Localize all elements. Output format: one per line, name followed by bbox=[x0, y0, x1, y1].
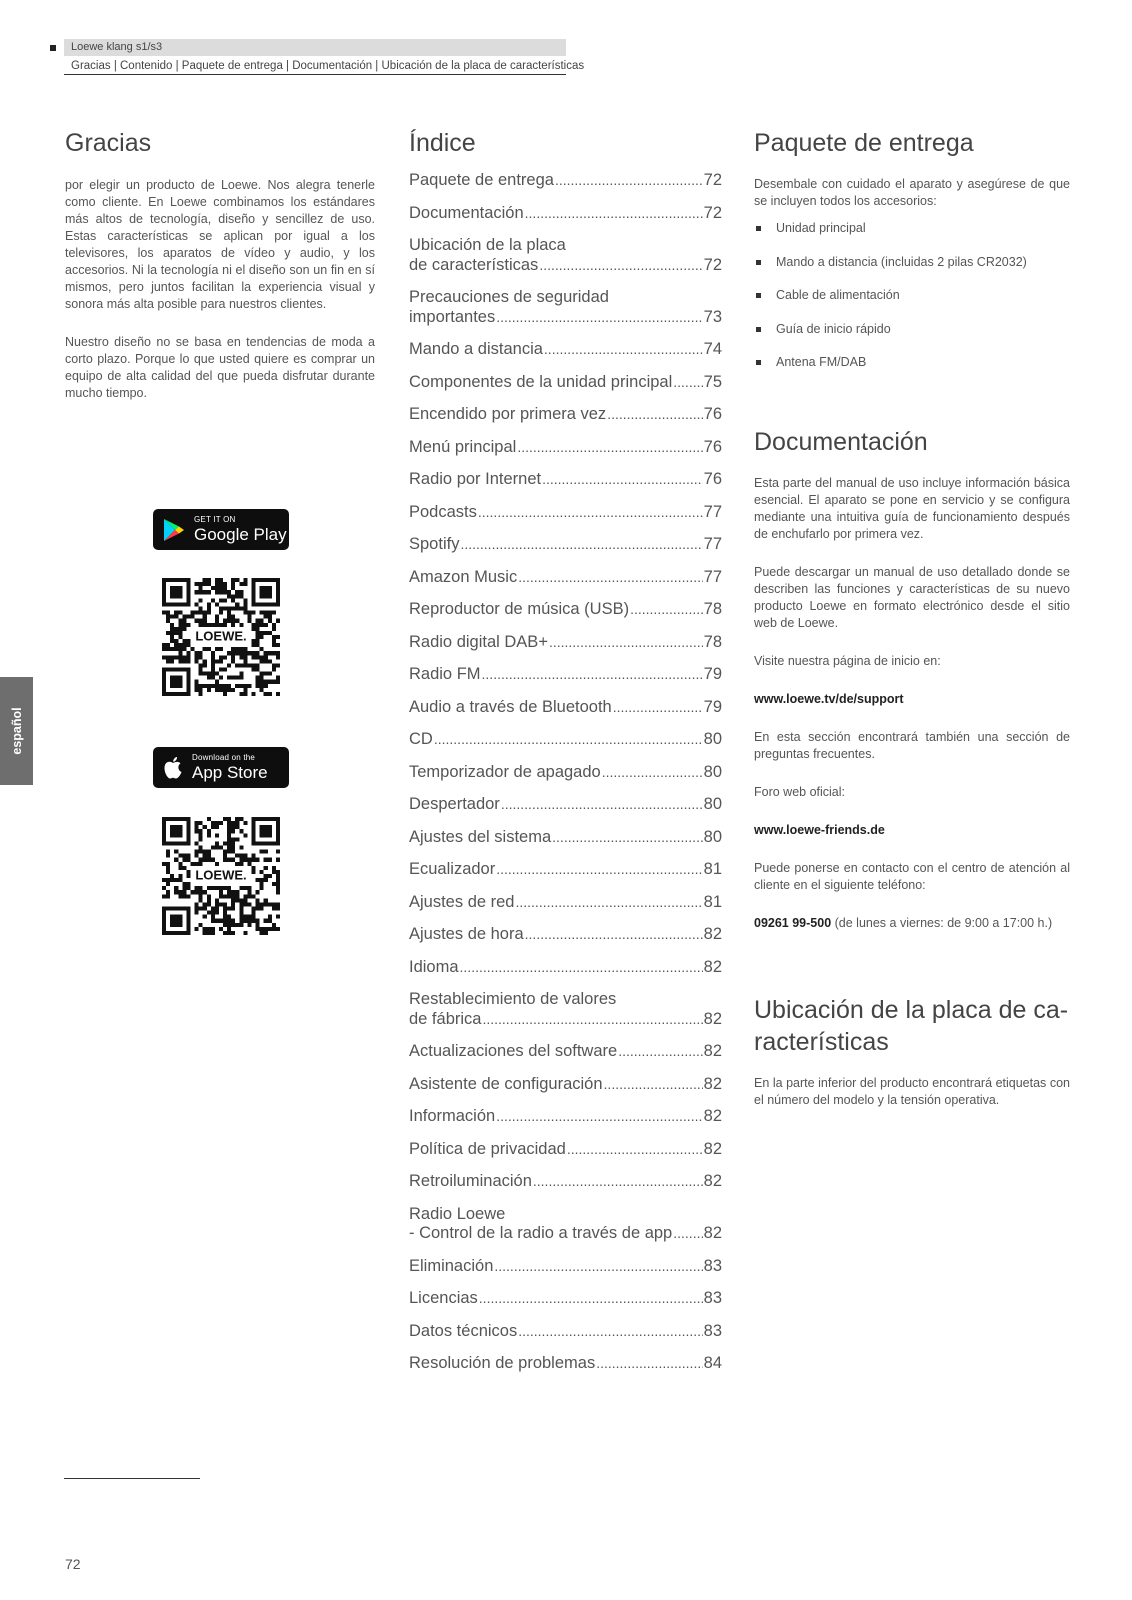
toc-item-label: CD bbox=[409, 730, 433, 748]
toc-leader-dots bbox=[542, 470, 703, 490]
toc-page-number: 82 bbox=[703, 1074, 722, 1093]
toc-item-label: Licencias bbox=[409, 1289, 478, 1307]
toc-item[interactable] bbox=[409, 405, 722, 425]
toc-page-number: 77 bbox=[703, 502, 722, 521]
toc-leader-dots bbox=[434, 730, 703, 750]
toc-row bbox=[409, 1075, 722, 1095]
toc-leader-dots bbox=[525, 925, 703, 945]
toc-row bbox=[409, 204, 722, 224]
toc-item-label: Radio Loewe bbox=[409, 1204, 506, 1223]
paquete-intro: Desembale con cuidado el aparato y asegúrese de que se incluyen todos los accesorios: bbox=[754, 177, 1070, 208]
toc-leader-dots bbox=[673, 1224, 702, 1244]
documentacion-title: Documentación bbox=[754, 428, 928, 456]
toc-item-label: Menú principal bbox=[409, 437, 517, 456]
toc-leader-dots bbox=[496, 308, 702, 328]
table-of-contents bbox=[409, 171, 722, 1374]
toc-item-label: Eliminación bbox=[409, 1256, 494, 1275]
qr-code-app-store bbox=[162, 817, 280, 935]
toc-row bbox=[409, 373, 722, 393]
toc-item[interactable] bbox=[409, 1075, 722, 1095]
toc-row bbox=[409, 438, 722, 458]
list-item: Mando a distancia (incluidas 2 pilas CR2032) bbox=[754, 254, 1070, 271]
toc-item-label: Precauciones de seguridad bbox=[409, 288, 609, 306]
toc-item-label: Resolución de problemas bbox=[409, 1354, 596, 1372]
indice-section bbox=[409, 128, 722, 1387]
toc-leader-dots bbox=[517, 438, 702, 458]
toc-row bbox=[409, 1172, 722, 1192]
toc-item[interactable] bbox=[409, 600, 722, 620]
toc-leader-dots bbox=[518, 1322, 702, 1342]
toc-leader-dots bbox=[460, 535, 702, 555]
toc-item[interactable] bbox=[409, 1042, 722, 1062]
documentacion-paragraph-1: Esta parte del manual de uso incluye información básica esencial. El aparato se pone en servicio y se configura mediante una intuitiva guía de funcionamiento después de enchufarlo por primera vez. bbox=[754, 476, 1070, 541]
header-divider bbox=[64, 74, 566, 75]
toc-item[interactable] bbox=[409, 633, 722, 653]
toc-row bbox=[409, 1354, 722, 1374]
toc-item[interactable] bbox=[409, 171, 722, 191]
toc-page-number: 78 bbox=[703, 600, 722, 618]
google-play-icon bbox=[163, 518, 185, 542]
toc-item-label: Radio digital DAB+ bbox=[409, 632, 548, 651]
toc-row bbox=[409, 405, 722, 425]
qr-logo-text: LOEWE. bbox=[195, 867, 247, 883]
toc-leader-dots bbox=[544, 340, 703, 360]
toc-leader-dots bbox=[604, 1075, 703, 1095]
toc-item-label: Idioma bbox=[409, 957, 459, 976]
toc-item[interactable] bbox=[409, 665, 722, 685]
toc-item[interactable] bbox=[409, 893, 722, 913]
app-store-badge[interactable] bbox=[153, 747, 289, 788]
toc-page-number: 77 bbox=[703, 567, 722, 586]
toc-page-number: 80 bbox=[703, 762, 722, 781]
placa-title bbox=[754, 994, 1070, 1058]
toc-leader-dots bbox=[478, 503, 703, 523]
toc-item[interactable] bbox=[409, 828, 722, 848]
apple-icon bbox=[163, 756, 183, 780]
toc-item[interactable] bbox=[409, 204, 722, 224]
toc-row bbox=[409, 698, 722, 718]
toc-row bbox=[409, 535, 722, 555]
toc-row bbox=[409, 1140, 722, 1160]
toc-page-number: 82 bbox=[703, 1042, 722, 1060]
toc-item-label: Actualizaciones del software bbox=[409, 1042, 618, 1060]
toc-row bbox=[409, 1257, 722, 1277]
toc-page-number: 82 bbox=[703, 1107, 722, 1125]
toc-item[interactable] bbox=[409, 1354, 722, 1374]
google-play-badge[interactable] bbox=[153, 509, 289, 550]
toc-row bbox=[409, 340, 722, 360]
footer-divider bbox=[64, 1478, 200, 1479]
forum-link[interactable]: www.loewe-friends.de bbox=[754, 823, 885, 837]
phone-number: 09261 99-500 bbox=[754, 916, 832, 930]
toc-row bbox=[409, 503, 722, 523]
toc-item[interactable] bbox=[409, 1172, 722, 1192]
toc-leader-dots bbox=[501, 795, 703, 815]
toc-item[interactable] bbox=[409, 1140, 722, 1160]
toc-page-number: 82 bbox=[703, 925, 722, 943]
toc-page-number: 72 bbox=[703, 203, 722, 222]
toc-row bbox=[409, 171, 722, 191]
toc-item-label: Asistente de configuración bbox=[409, 1074, 603, 1093]
toc-row bbox=[409, 925, 722, 945]
toc-item-label: Documentación bbox=[409, 203, 524, 222]
toc-item-label: Radio por Internet bbox=[409, 470, 542, 488]
toc-page-number: 76 bbox=[703, 437, 722, 456]
app-store-big-text: App Store bbox=[192, 763, 268, 782]
toc-leader-dots bbox=[596, 1354, 702, 1374]
toc-leader-dots bbox=[482, 1010, 702, 1030]
toc-item-label: Despertador bbox=[409, 795, 500, 813]
google-play-big-text: Google Play bbox=[194, 525, 287, 544]
toc-item-label: Ajustes de hora bbox=[409, 925, 524, 943]
toc-item-label: Reproductor de música (USB) bbox=[409, 600, 630, 618]
placa-title-line-1: Ubicación de la placa de ca- bbox=[754, 996, 1069, 1024]
documentacion-paragraph-3: Visite nuestra página de inicio en: bbox=[754, 654, 941, 668]
right-column bbox=[754, 128, 1070, 1109]
toc-item-label: Podcasts bbox=[409, 502, 477, 521]
toc-item[interactable] bbox=[409, 925, 722, 945]
toc-leader-dots bbox=[539, 256, 702, 276]
toc-item-label: Política de privacidad bbox=[409, 1139, 566, 1158]
toc-item-label: de fábrica bbox=[409, 1009, 482, 1028]
toc-page-number: 82 bbox=[703, 1139, 722, 1158]
toc-item[interactable] bbox=[409, 958, 722, 978]
toc-leader-dots bbox=[673, 373, 702, 393]
toc-item[interactable] bbox=[409, 438, 722, 458]
toc-row bbox=[409, 1010, 722, 1030]
documentacion-section bbox=[754, 427, 1070, 932]
toc-row bbox=[409, 470, 722, 490]
toc-row bbox=[409, 633, 722, 653]
toc-leader-dots bbox=[494, 1257, 702, 1277]
toc-item-label: Temporizador de apagado bbox=[409, 762, 601, 781]
toc-page-number: 80 bbox=[703, 827, 722, 846]
toc-row bbox=[409, 1289, 722, 1309]
toc-item-label: - Control de la radio a través de app bbox=[409, 1224, 673, 1242]
toc-item-label: Amazon Music bbox=[409, 567, 518, 586]
toc-page-number: 83 bbox=[703, 1321, 722, 1340]
toc-page-number: 78 bbox=[703, 632, 722, 651]
toc-item-label: Encendido por primera vez bbox=[409, 405, 607, 423]
toc-item[interactable] bbox=[409, 470, 722, 490]
placa-section bbox=[754, 994, 1070, 1109]
phone-hours: (de lunes a viernes: de 9:00 a 17:00 h.) bbox=[831, 916, 1053, 930]
toc-item-label: Ajustes del sistema bbox=[409, 827, 552, 846]
toc-item-label: Datos técnicos bbox=[409, 1321, 518, 1340]
toc-page-number: 79 bbox=[703, 665, 722, 683]
toc-leader-dots bbox=[460, 958, 703, 978]
toc-page-number: 77 bbox=[703, 535, 722, 553]
toc-page-number: 79 bbox=[703, 697, 722, 716]
toc-leader-dots bbox=[515, 893, 702, 913]
toc-item-label: Información bbox=[409, 1107, 496, 1125]
toc-row bbox=[409, 1042, 722, 1062]
header-product-title: Loewe klang s1/s3 bbox=[64, 39, 566, 56]
paquete-list bbox=[754, 220, 1070, 371]
qr-logo-text: LOEWE. bbox=[195, 628, 247, 644]
toc-item[interactable] bbox=[409, 373, 722, 393]
toc-item[interactable] bbox=[409, 535, 722, 555]
toc-item[interactable] bbox=[409, 1205, 722, 1244]
gracias-title: Gracias bbox=[65, 129, 152, 157]
toc-page-number: 80 bbox=[703, 795, 722, 813]
toc-row bbox=[409, 256, 722, 276]
toc-item-label: Spotify bbox=[409, 535, 460, 553]
language-tab bbox=[0, 677, 33, 785]
list-item: Cable de alimentación bbox=[754, 287, 1070, 304]
google-play-small-text: GET IT ON bbox=[194, 515, 236, 524]
toc-leader-dots bbox=[496, 860, 702, 880]
toc-page-number: 82 bbox=[703, 1224, 722, 1242]
toc-leader-dots bbox=[555, 171, 703, 191]
toc-row bbox=[409, 308, 722, 328]
toc-row bbox=[409, 568, 722, 588]
breadcrumb: Gracias | Contenido | Paquete de entrega | Documentación | Ubicación de la placa de características bbox=[71, 60, 585, 72]
documentacion-paragraph-2: Puede descargar un manual de uso detallado donde se describen las funciones y características de su nuevo producto Loewe en formato electrónico desde el sitio web de Loewe. bbox=[754, 565, 1070, 630]
toc-item[interactable] bbox=[409, 340, 722, 360]
documentacion-paragraph-6: Puede ponerse en contacto con el centro de atención al cliente en el siguiente teléfono: bbox=[754, 861, 1070, 892]
toc-item[interactable] bbox=[409, 763, 722, 783]
toc-item[interactable] bbox=[409, 568, 722, 588]
toc-item-label: importantes bbox=[409, 307, 496, 326]
toc-leader-dots bbox=[613, 698, 703, 718]
toc-item-label: Componentes de la unidad principal bbox=[409, 372, 673, 391]
toc-row bbox=[409, 1224, 722, 1244]
toc-leader-dots bbox=[567, 1140, 703, 1160]
toc-row bbox=[409, 860, 722, 880]
toc-item[interactable] bbox=[409, 860, 722, 880]
toc-item[interactable] bbox=[409, 1257, 722, 1277]
indice-title: Índice bbox=[409, 129, 476, 157]
toc-leader-dots bbox=[496, 1107, 702, 1127]
gracias-paragraph-2: Nuestro diseño no se basa en tendencias de moda a corto plazo. Porque lo que usted quiere es comprar un equipo de alta calidad del que pueda disfrutar durante mucho tiempo. bbox=[65, 335, 375, 400]
list-item: Unidad principal bbox=[754, 220, 1070, 237]
toc-leader-dots bbox=[525, 204, 703, 224]
gracias-section bbox=[65, 128, 375, 402]
toc-page-number: 80 bbox=[703, 730, 722, 748]
header-bullet bbox=[50, 45, 56, 51]
toc-leader-dots bbox=[607, 405, 702, 425]
toc-item[interactable] bbox=[409, 698, 722, 718]
toc-page-number: 82 bbox=[703, 1009, 722, 1028]
toc-row bbox=[409, 1322, 722, 1342]
toc-leader-dots bbox=[630, 600, 703, 620]
list-item: Antena FM/DAB bbox=[754, 354, 1070, 371]
placa-title-line-2: racterísticas bbox=[754, 1028, 889, 1056]
toc-page-number: 83 bbox=[703, 1256, 722, 1275]
documentacion-paragraph-4: En esta sección encontrará también una sección de preguntas frecuentes. bbox=[754, 730, 1070, 761]
app-store-small-text: Download on the bbox=[192, 753, 256, 762]
paquete-title: Paquete de entrega bbox=[754, 129, 974, 157]
toc-page-number: 74 bbox=[703, 340, 722, 358]
toc-row bbox=[409, 665, 722, 685]
toc-row bbox=[409, 828, 722, 848]
toc-row bbox=[409, 730, 722, 750]
toc-item-label: Audio a través de Bluetooth bbox=[409, 697, 612, 716]
toc-page-number: 72 bbox=[703, 171, 722, 189]
toc-leader-dots bbox=[479, 1289, 703, 1309]
toc-leader-dots bbox=[618, 1042, 702, 1062]
toc-item-label: Restablecimiento de valores bbox=[409, 990, 617, 1008]
toc-page-number: 75 bbox=[703, 372, 722, 391]
paquete-section bbox=[754, 128, 1070, 371]
toc-item[interactable] bbox=[409, 990, 722, 1029]
toc-item[interactable] bbox=[409, 730, 722, 750]
toc-page-number: 84 bbox=[703, 1354, 722, 1372]
toc-leader-dots bbox=[482, 665, 703, 685]
toc-page-number: 72 bbox=[703, 255, 722, 274]
toc-item[interactable] bbox=[409, 1322, 722, 1342]
toc-row bbox=[409, 893, 722, 913]
toc-leader-dots bbox=[518, 568, 702, 588]
toc-leader-dots bbox=[549, 633, 703, 653]
toc-row bbox=[409, 795, 722, 815]
toc-row bbox=[409, 1107, 722, 1127]
language-tab-label: español bbox=[9, 707, 24, 755]
toc-item[interactable] bbox=[409, 503, 722, 523]
toc-page-number: 76 bbox=[703, 470, 722, 488]
placa-text: En la parte inferior del producto encontrará etiquetas con el número del modelo y la tensión operativa. bbox=[754, 1076, 1070, 1107]
toc-item-label: Radio FM bbox=[409, 665, 481, 683]
toc-row bbox=[409, 958, 722, 978]
toc-page-number: 83 bbox=[703, 1289, 722, 1307]
toc-item-label: Ajustes de red bbox=[409, 892, 515, 911]
qr-code-google-play bbox=[162, 578, 280, 696]
toc-page-number: 73 bbox=[703, 307, 722, 326]
toc-item[interactable] bbox=[409, 236, 722, 275]
page-number: 72 bbox=[65, 1556, 81, 1572]
toc-item-label: Retroiluminación bbox=[409, 1172, 532, 1190]
toc-row bbox=[409, 600, 722, 620]
toc-item[interactable] bbox=[409, 1107, 722, 1127]
toc-page-number: 82 bbox=[703, 1172, 722, 1190]
toc-item[interactable] bbox=[409, 1289, 722, 1309]
toc-page-number: 81 bbox=[703, 892, 722, 911]
toc-leader-dots bbox=[602, 763, 703, 783]
documentacion-paragraph-5: Foro web oficial: bbox=[754, 785, 846, 799]
support-link[interactable]: www.loewe.tv/de/support bbox=[754, 692, 904, 706]
toc-item-label: Paquete de entrega bbox=[409, 171, 554, 189]
gracias-paragraph-1: por elegir un producto de Loewe. Nos alegra tenerle como cliente. En Loewe combinamos los estándares más altos de tecnología, diseño y sencillez de uso. Estas características se aplican por igual a los televisores, los aparatos de vídeo y audio, y los accesorios. Ni la tecnología ni el diseño son un fin en sí mismos, pero juntos facilitan la experiencia visual y sonora más alta posible para nuestros clientes. bbox=[65, 178, 375, 311]
toc-page-number: 82 bbox=[703, 957, 722, 976]
phone-line bbox=[754, 915, 1070, 932]
list-item: Guía de inicio rápido bbox=[754, 321, 1070, 338]
toc-item[interactable] bbox=[409, 288, 722, 327]
toc-item-label: Ubicación de la placa bbox=[409, 236, 566, 254]
toc-item[interactable] bbox=[409, 795, 722, 815]
toc-row bbox=[409, 763, 722, 783]
toc-item-label: Ecualizador bbox=[409, 860, 496, 878]
toc-item-label: de características bbox=[409, 255, 539, 274]
toc-page-number: 81 bbox=[703, 860, 722, 878]
toc-page-number: 76 bbox=[703, 405, 722, 423]
toc-leader-dots bbox=[552, 828, 702, 848]
toc-item-label: Mando a distancia bbox=[409, 340, 543, 358]
toc-leader-dots bbox=[533, 1172, 703, 1192]
